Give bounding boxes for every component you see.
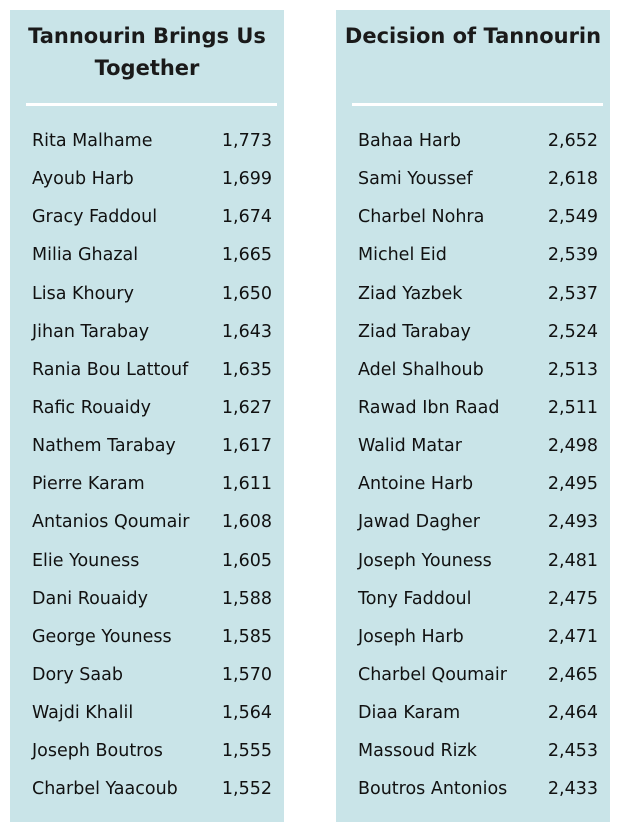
candidate-votes: 1,611 [221,474,272,495]
candidate-votes: 1,674 [221,207,272,228]
candidate-row [10,542,284,580]
candidate-votes: 1,617 [221,436,272,457]
candidate-row [336,198,610,236]
candidate-name: Charbel Qoumair [358,664,507,685]
candidate-row [336,618,610,656]
candidate-name: Jawad Dagher [358,512,480,533]
candidate-row [10,389,284,427]
candidate-name: Joseph Youness [358,550,492,571]
candidate-name: Charbel Nohra [358,207,485,228]
candidate-row [336,503,610,541]
candidate-row [10,275,284,313]
candidate-row [336,389,610,427]
candidate-name: Gracy Faddoul [32,207,158,228]
list-title: Tannourin Brings Us Together [28,24,266,80]
candidate-row [10,656,284,694]
candidate-name: Joseph Harb [358,626,464,647]
candidate-name: Dani Rouaidy [32,588,148,609]
candidate-name: Sami Youssef [358,169,473,190]
candidate-row [10,618,284,656]
candidate-row [10,580,284,618]
candidate-row [336,313,610,351]
list-panel-tannourin-brings-us-together [10,10,284,822]
candidate-name: Bahaa Harb [358,131,462,151]
candidate-name: Antanios Qoumair [32,512,190,533]
candidate-name: Rania Bou Lattouf [32,359,189,380]
candidate-votes: 2,652 [547,131,598,151]
candidate-row [10,694,284,732]
candidate-votes: 2,481 [547,550,598,571]
candidate-row [10,236,284,274]
candidate-votes: 1,635 [221,359,272,380]
candidate-row [10,770,284,808]
candidate-votes: 2,471 [547,626,598,647]
candidate-row [336,542,610,580]
candidate-votes: 2,495 [547,474,598,495]
candidate-votes: 2,549 [547,207,598,228]
candidate-row [336,656,610,694]
candidate-name: Dory Saab [32,664,123,685]
candidate-votes: 2,618 [547,169,598,190]
candidate-row [336,351,610,389]
candidate-votes: 1,699 [221,169,272,190]
candidate-name: Rafic Rouaidy [32,397,151,418]
candidate-name: Diaa Karam [358,703,461,724]
candidate-row [10,503,284,541]
candidate-row [336,275,610,313]
candidate-votes: 1,608 [221,512,272,533]
candidate-votes: 1,552 [221,779,272,800]
candidate-row [336,427,610,465]
candidate-votes: 1,555 [221,741,272,762]
candidate-name: Charbel Yaacoub [32,779,178,800]
list-panel-decision-of-tannourin [336,10,610,822]
candidate-name: Boutros Antonios [358,779,508,800]
title-divider [26,103,277,106]
candidate-name: Walid Matar [358,436,462,457]
candidate-votes: 1,588 [221,588,272,609]
candidate-votes: 1,585 [221,626,272,647]
candidate-name: Ziad Yazbek [358,283,463,304]
candidate-row [10,465,284,503]
candidate-row [336,580,610,618]
candidate-votes: 2,464 [547,703,598,724]
candidate-row [10,122,284,160]
candidate-votes: 1,564 [221,703,272,724]
candidate-votes: 2,433 [547,779,598,800]
candidate-list [336,122,610,809]
candidate-row [10,732,284,770]
candidate-name: George Youness [32,626,172,647]
candidate-votes: 1,570 [221,664,272,685]
candidate-name: Rita Malhame [32,131,153,151]
candidate-name: Pierre Karam [32,474,145,495]
candidate-name: Adel Shalhoub [358,359,484,380]
candidate-row [336,122,610,160]
candidate-row [10,427,284,465]
candidate-votes: 2,498 [547,436,598,457]
candidate-votes: 2,475 [547,588,598,609]
candidate-votes: 2,537 [547,283,598,304]
candidate-votes: 2,465 [547,664,598,685]
candidate-votes: 2,493 [547,512,598,533]
list-title: Decision of Tannourin [344,24,602,48]
candidate-votes: 2,539 [547,245,598,266]
title-divider [352,103,603,106]
candidate-name: Massoud Rizk [358,741,477,762]
candidate-votes: 2,524 [547,321,598,342]
candidate-votes: 1,605 [221,550,272,571]
candidate-row [336,465,610,503]
candidate-name: Joseph Boutros [32,741,163,762]
candidate-list [10,122,284,809]
candidate-votes: 1,643 [221,321,272,342]
candidate-row [336,770,610,808]
candidate-votes: 1,650 [221,283,272,304]
candidate-row [336,732,610,770]
candidate-name: Michel Eid [358,245,447,266]
candidate-row [10,351,284,389]
candidate-name: Rawad Ibn Raad [358,397,500,418]
candidate-name: Tony Faddoul [358,588,472,609]
candidate-row [10,160,284,198]
candidate-votes: 2,511 [547,397,598,418]
candidate-votes: 1,665 [221,245,272,266]
candidate-name: Elie Youness [32,550,140,571]
candidate-name: Milia Ghazal [32,245,139,266]
candidate-votes: 1,627 [221,397,272,418]
candidate-name: Antoine Harb [358,474,474,495]
candidate-row [10,198,284,236]
candidate-name: Lisa Khoury [32,283,134,304]
candidate-votes: 2,513 [547,359,598,380]
candidate-row [336,694,610,732]
candidate-name: Ayoub Harb [32,169,134,190]
candidate-name: Nathem Tarabay [32,436,176,457]
candidate-row [10,313,284,351]
candidate-name: Wajdi Khalil [32,703,134,724]
candidate-votes: 1,773 [221,131,272,151]
candidate-name: Ziad Tarabay [358,321,471,342]
candidate-name: Jihan Tarabay [32,321,150,342]
candidate-row [336,160,610,198]
candidate-votes: 2,453 [547,741,598,762]
candidate-row [336,236,610,274]
